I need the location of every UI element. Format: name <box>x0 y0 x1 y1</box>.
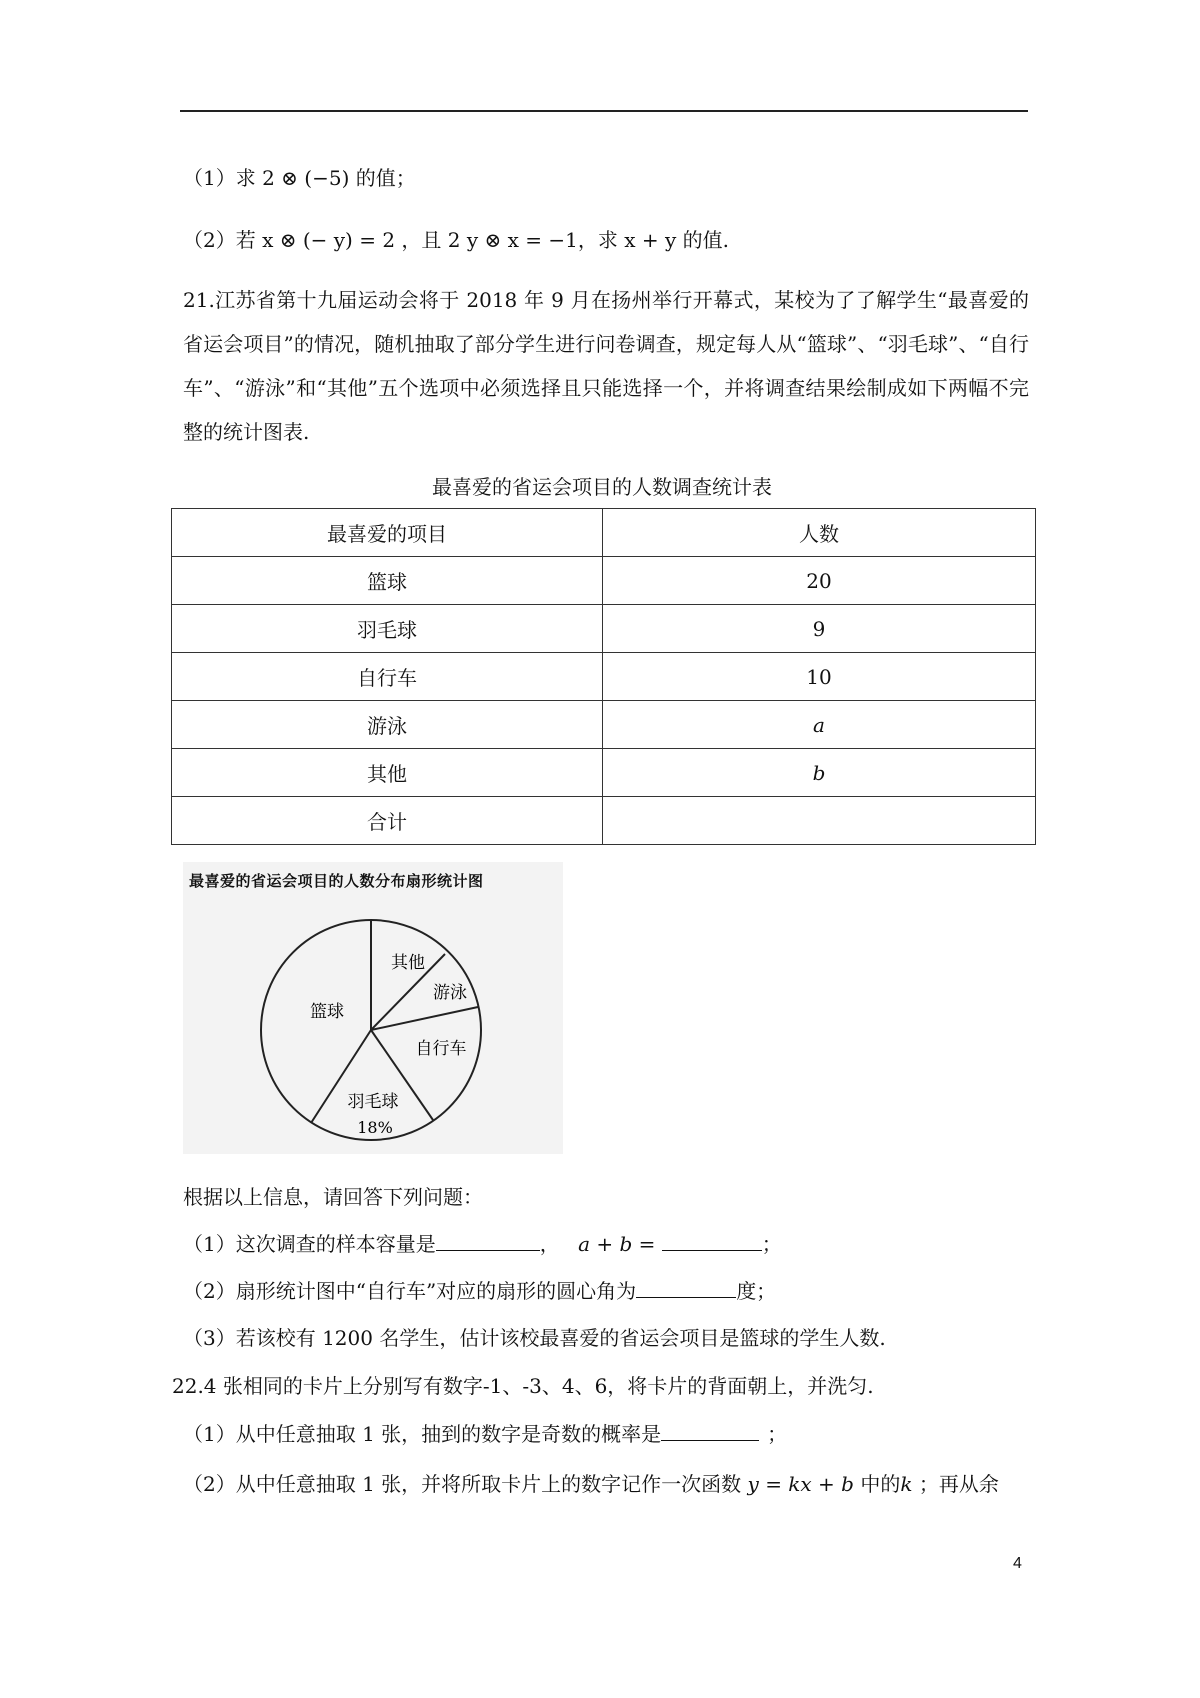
table-header-count: 人数 <box>603 509 1036 557</box>
table-cell-item: 篮球 <box>172 557 603 605</box>
pie-label-swim: 游泳 <box>433 983 467 1003</box>
q22-q2-text: （2）从中任意抽取 1 张，并将所取卡片上的数字记作一次函数 <box>183 1472 742 1496</box>
q20-part2: （2）若 x ⊗ (− y) = 2 ，且 2 y ⊗ x = −1，求 x + y 的值. <box>183 228 729 252</box>
q21-intro: 21.江苏省第十九届运动会将于 2018 年 9 月在扬州举行开幕式，某校为了了解学生“最喜爱的省运会项目”的情况，随机抽取了部分学生进行问卷调查，规定每人从“篮球”、“羽毛球”、“自行车”、“游泳”和“其他”五个选项中必须选择且只能选择一个，并将调查结果绘制成如下两幅不完整的统计图表. <box>183 288 1029 444</box>
q21-question3: （3）若该校有 1200 名学生，估计该校最喜爱的省运会项目是篮球的学生人数. <box>183 1326 886 1350</box>
answer-blank <box>436 1230 540 1251</box>
q20-part1: （1）求 2 ⊗ (−5) 的值； <box>183 166 416 190</box>
table-row <box>172 797 1036 845</box>
q21-question1 <box>183 1230 782 1258</box>
q22-intro: 22.4 张相同的卡片上分别写有数字-1、-3、4、6，将卡片的背面朝上，并洗匀. <box>172 1374 874 1398</box>
q21-q2-text: （2）扇形统计图中“自行车”对应的扇形的圆心角为 <box>183 1279 637 1303</box>
pie-chart-svg <box>183 862 563 1154</box>
pie-label-bike: 自行车 <box>415 1039 467 1059</box>
q22-question1 <box>183 1420 787 1448</box>
table-header-item: 最喜爱的项目 <box>172 509 603 557</box>
table-row <box>172 557 1036 605</box>
q21-q1-end: ； <box>761 1232 782 1256</box>
table-cell-item: 自行车 <box>172 653 603 701</box>
table-cell-count: 9 <box>603 605 1036 653</box>
q22-q2-equation: y = kx + b <box>747 1472 854 1496</box>
table-row <box>172 701 1036 749</box>
table-cell-count: b <box>603 749 1036 797</box>
q22-question2 <box>183 1470 999 1498</box>
q21-q1-text: （1）这次调查的样本容量是 <box>183 1232 436 1256</box>
header-rule <box>180 110 1028 112</box>
table-row <box>172 605 1036 653</box>
table-cell-item: 合计 <box>172 797 603 845</box>
q21-q1-sep: ， <box>539 1232 560 1256</box>
table-cell-item: 游泳 <box>172 701 603 749</box>
page-number: 4 <box>1013 1555 1022 1572</box>
pie-chart-title: 最喜爱的省运会项目的人数分布扇形统计图 <box>189 872 484 890</box>
table-row <box>172 749 1036 797</box>
q21-prompt: 根据以上信息，请回答下列问题： <box>183 1185 483 1209</box>
table-cell-count: 10 <box>603 653 1036 701</box>
q21-q2-end: 度； <box>736 1279 777 1303</box>
table-caption: 最喜爱的省运会项目的人数调查统计表 <box>432 475 772 499</box>
answer-blank <box>662 1230 762 1251</box>
q22-q1-end: ； <box>767 1422 788 1446</box>
pie-divider-swim-bike <box>371 1007 478 1030</box>
q21-question2 <box>183 1277 776 1305</box>
answer-blank <box>661 1420 759 1441</box>
table-header-row <box>172 509 1036 557</box>
table-cell-item: 其他 <box>172 749 603 797</box>
answer-blank <box>636 1277 736 1298</box>
pie-label-badminton: 羽毛球 <box>347 1092 399 1112</box>
table-row <box>172 653 1036 701</box>
pie-label-other: 其他 <box>391 953 425 973</box>
q21-q1-expr: a + b = <box>578 1232 656 1256</box>
pie-chart-figure <box>183 862 563 1154</box>
q22-q2-k: k <box>900 1472 913 1496</box>
table-cell-count: 20 <box>603 557 1036 605</box>
stats-table <box>171 508 1036 845</box>
q22-q2-end: ；再从余 <box>918 1472 999 1496</box>
table-cell-count: a <box>603 701 1036 749</box>
pie-label-badminton-percent: 18% <box>357 1118 393 1137</box>
q22-q2-mid: 中的 <box>860 1472 901 1496</box>
pie-label-basketball: 篮球 <box>310 1002 344 1022</box>
q22-q1-text: （1）从中任意抽取 1 张，抽到的数字是奇数的概率是 <box>183 1422 662 1446</box>
table-cell-item: 羽毛球 <box>172 605 603 653</box>
table-cell-count <box>603 797 1036 845</box>
